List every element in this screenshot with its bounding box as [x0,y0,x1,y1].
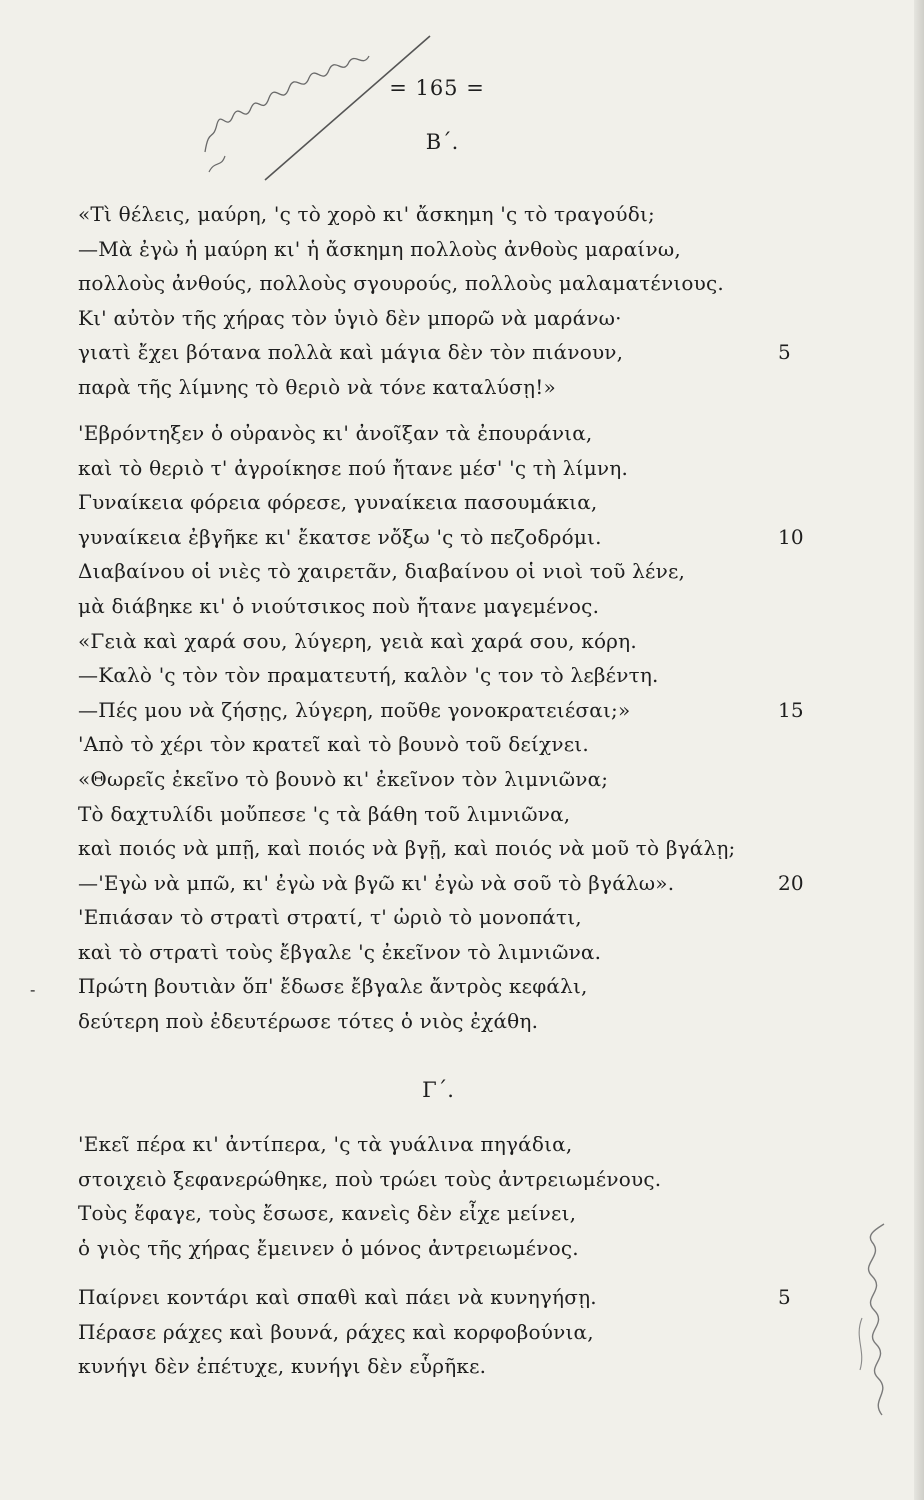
verse-text: —'Εγὼ νὰ μπῶ, κι' ἐγὼ νὰ βγῶ κι' ἐγὼ νὰ σοῦ τὸ βγάλω». [78,870,675,895]
page-number: = 165 = [389,76,485,100]
verse-text: πολλοὺς ἀνθούς, πολλοὺς σγουρούς, πολλοὺς μαλαματένιους. [78,271,724,296]
verse-text: 'Απὸ τὸ χέρι τὸν κρατεῖ καὶ τὸ βουνὸ τοῦ δείχνει. [78,732,589,757]
handwritten-margin-note-side [842,1220,912,1420]
verse-text: 'Εβρόντηξεν ὁ οὐρανὸς κι' ἀνοῖξαν τὰ ἐπουράνια, [78,421,593,445]
verse-text: Διαβαίνου οἱ νιὲς τὸ χαιρετᾶν, διαβαίνου οἱ νιοὶ τοῦ λένε, [78,559,686,584]
verse-line [78,1315,838,1350]
verse-text: κυνήγι δὲν ἐπέτυχε, κυνήγι δὲν εὗρῆκε. [78,1354,487,1379]
verse-text: καὶ τὸ θεριὸ τ' ἀγροίκησε πού ἤτανε μέσ' 'ς τὴ λίμνη. [78,455,629,480]
verse-line [78,624,838,659]
section-heading-beta: Β΄. [425,130,459,154]
handwritten-margin-note-top [195,32,440,182]
verse-text: 'Εκεῖ πέρα κι' ἀντίπερα, 'ς τὰ γυάλινα πηγάδια, [78,1132,573,1156]
verse-text: «Τὶ θέλεις, μαύρη, 'ς τὸ χορὸ κι' ἄσκημη 'ς τὸ τραγούδι; [78,202,655,226]
verse-line [78,969,838,1004]
verse-line [78,589,838,624]
stanza-g2 [78,1280,838,1384]
stanza-b3 [78,900,838,1038]
verse-text: Πέρασε ράχες καὶ βουνά, ράχες καὶ κορφοβούνια, [78,1319,594,1344]
verse-text: δεύτερη ποὺ ἐδευτέρωσε τότες ὁ νιὸς ἐχάθη. [78,1008,539,1033]
verse-line [78,416,838,451]
section-heading-gamma: Γ΄. [422,1078,454,1102]
verse-line [78,1127,838,1162]
verse-line [78,1004,838,1039]
verse-text: Πρώτη βουτιὰν ὅπ' ἔδωσε ἔβγαλε ἄντρὸς κεφάλι, [78,974,588,999]
verse-line [78,520,838,555]
verse-text: καὶ ποιός νὰ μπῇ, καὶ ποιός νὰ βγῇ, καὶ ποιός νὰ μοῦ τὸ βγάλῃ; [78,836,736,861]
line-number: 5 [778,340,791,365]
stanza-b2 [78,416,838,900]
verse-line [78,658,838,693]
margin-tick-mark: - [30,980,36,999]
page-edge-shadow [914,0,924,1500]
verse-line [78,1349,838,1384]
verse-line [78,866,838,901]
verse-line [78,935,838,970]
line-number: 5 [778,1285,791,1309]
verse-line [78,1162,838,1197]
verse-text: μὰ διάβηκε κι' ὁ νιούτσικος ποὺ ἤτανε μαγεμένος. [78,593,600,618]
verse-line [78,232,838,267]
verse-text: —Πές μου νὰ ζήσῃς, λύγερη, ποῦθε γονοκρατειέσαι;» [78,697,631,722]
line-number: 15 [778,697,804,722]
verse-line [78,266,838,301]
verse-line [78,485,838,520]
verse-text: 'Επιάσαν τὸ στρατὶ στρατί, τ' ὡριὸ τὸ μονοπάτι, [78,905,582,929]
verse-text: γιατὶ ἔχει βότανα πολλὰ καὶ μάγια δὲν τὸν πιάνουν, [78,340,624,365]
verse-line [78,301,838,336]
verse-line [78,1280,838,1315]
verse-text: Παίρνει κοντάρι καὶ σπαθὶ καὶ πάει νὰ κυνηγήσῃ. [78,1285,597,1309]
verse-text: παρὰ τῆς λίμνης τὸ θεριὸ νὰ τόνε καταλύσῃ!» [78,374,556,399]
verse-line [78,831,838,866]
verse-line [78,370,838,405]
verse-line [78,1196,838,1231]
verse-line [78,451,838,486]
verse-line [78,900,838,935]
verse-line [78,197,838,232]
verse-text: γυναίκεια ἐβγῆκε κι' ἔκατσε νὄξω 'ς τὸ πεζοδρόμι. [78,524,602,549]
line-number: 10 [778,524,804,549]
verse-text: ὁ γιὸς τῆς χήρας ἔμεινεν ὁ μόνος ἀντρειωμένος. [78,1235,579,1260]
verse-line [78,797,838,832]
verse-line [78,1231,838,1266]
stanza-b1 [78,197,838,405]
verse-text: «Θωρεῖς ἐκεῖνο τὸ βουνὸ κι' ἐκεῖνον τὸν λιμνιῶνα; [78,766,609,791]
verse-text: Τοὺς ἔφαγε, τοὺς ἔσωσε, κανεὶς δὲν εἶχε μείνει, [78,1201,577,1226]
verse-line [78,762,838,797]
verse-text: Τὸ δαχτυλίδι μοὔπεσε 'ς τὰ βάθη τοῦ λιμνιῶνα, [78,801,571,826]
verse-line [78,335,838,370]
verse-text: στοιχειὸ ξεφανερώθηκε, ποὺ τρώει τοὺς ἀντρειωμένους. [78,1166,662,1191]
verse-text: «Γειὰ καὶ χαρά σου, λύγερη, γειὰ καὶ χαρά σου, κόρη. [78,628,637,653]
verse-text: Κι' αὐτὸν τῆς χήρας τὸν ὑγιὸ δὲν μπορῶ νὰ μαράνω· [78,305,622,330]
verse-line [78,727,838,762]
verse-text: καὶ τὸ στρατὶ τοὺς ἔβγαλε 'ς ἐκεῖνον τὸ λιμνιῶνα. [78,939,602,964]
verse-text: —Μὰ ἐγὼ ἡ μαύρη κι' ἡ ἄσκημη πολλοὺς ἀνθοὺς μαραίνω, [78,236,681,261]
stanza-g1 [78,1127,838,1265]
verse-line [78,554,838,589]
verse-line [78,693,838,728]
line-number: 20 [778,870,804,895]
verse-text: Γυναίκεια φόρεια φόρεσε, γυναίκεια πασουμάκια, [78,490,598,515]
verse-text: —Καλὸ 'ς τὸν τὸν πραματευτή, καλὸν 'ς τον τὸ λεβέντη. [78,663,659,688]
